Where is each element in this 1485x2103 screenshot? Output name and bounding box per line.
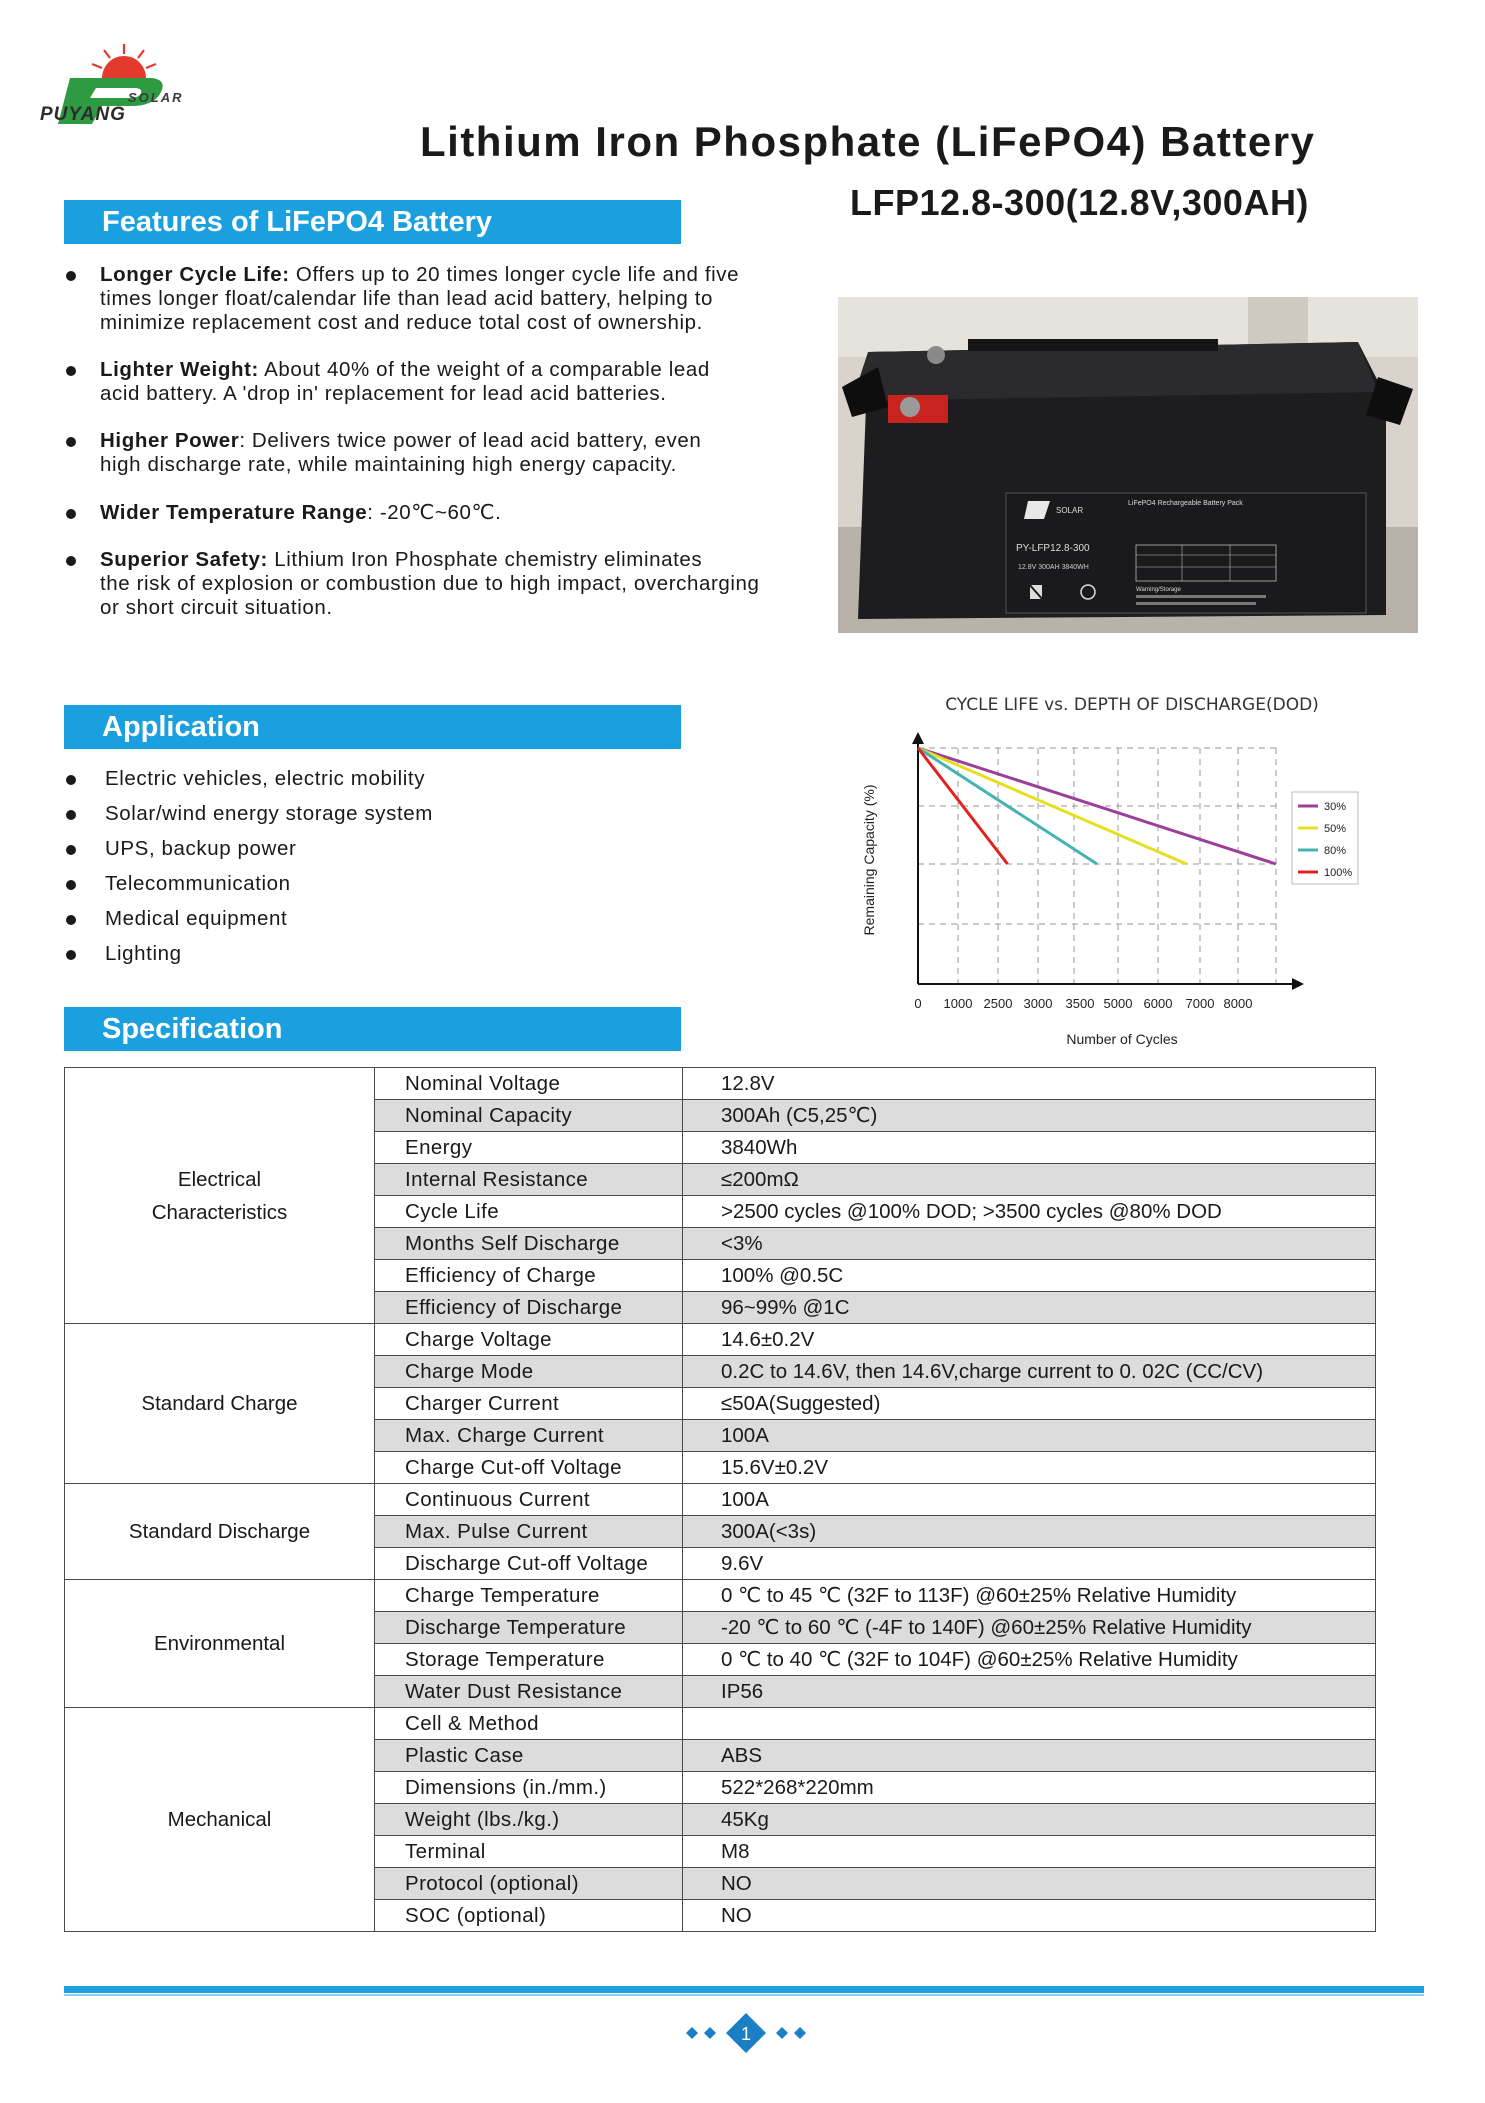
application-item: Medical equipment	[66, 907, 287, 931]
x-tick-label: 6000	[1143, 996, 1173, 1011]
feature-item: Longer Cycle Life: Offers up to 20 times longer cycle life and five times longer float/calendar life than lead acid battery, helping to minimize replacement cost and reduce total cost of ownership.	[66, 263, 806, 335]
footer-rule-thin	[64, 1994, 1424, 1996]
bullet-icon	[66, 915, 76, 925]
feature-item: Wider Temperature Range: -20℃~60℃.	[66, 501, 806, 525]
spec-parameter: Months Self Discharge	[375, 1228, 683, 1260]
spec-parameter: SOC (optional)	[375, 1900, 683, 1932]
specification-heading: Specification	[64, 1007, 681, 1051]
legend-label: 30%	[1324, 801, 1347, 813]
spec-value: 100% @0.5C	[683, 1260, 1376, 1292]
bullet-icon	[66, 845, 76, 855]
brand-name: PUYANG	[40, 104, 126, 125]
spec-value	[683, 1708, 1376, 1740]
spec-value: 9.6V	[683, 1548, 1376, 1580]
spec-value: M8	[683, 1836, 1376, 1868]
photo-label-pack: LiFePO4 Rechargeable Battery Pack	[1128, 500, 1243, 507]
spec-row	[65, 1580, 1376, 1612]
diamond-icon	[704, 2027, 716, 2039]
spec-value: 0.2C to 14.6V, then 14.6V,charge current to 0. 02C (CC/CV)	[683, 1356, 1376, 1388]
spec-parameter: Protocol (optional)	[375, 1868, 683, 1900]
spec-parameter: Charge Voltage	[375, 1324, 683, 1356]
spec-parameter: Efficiency of Charge	[375, 1260, 683, 1292]
label-brand: SOLAR	[1056, 506, 1084, 515]
diamond-icon	[686, 2027, 698, 2039]
spec-category	[65, 1324, 375, 1484]
spec-value: ≤200mΩ	[683, 1164, 1376, 1196]
spec-parameter: Discharge Temperature	[375, 1612, 683, 1644]
document-title: Lithium Iron Phosphate (LiFePO4) Battery	[420, 118, 1316, 165]
x-axis-arrow-icon	[1292, 978, 1304, 990]
x-tick-label: 5000	[1103, 996, 1133, 1011]
legend-label: 50%	[1324, 823, 1347, 835]
spec-row	[65, 1324, 1376, 1356]
spec-value: ABS	[683, 1740, 1376, 1772]
spec-category-label: Standard Charge	[141, 1392, 298, 1415]
x-tick-label: 7000	[1185, 996, 1215, 1011]
spec-category-label: Electrical	[177, 1167, 262, 1191]
page-number: 1	[740, 2024, 752, 2044]
y-axis-arrow-icon	[912, 732, 924, 744]
spec-parameter: Storage Temperature	[375, 1644, 683, 1676]
feature-title: Superior Safety:	[100, 548, 268, 571]
feature-title: Wider Temperature Range	[100, 501, 368, 524]
spec-value: <3%	[683, 1228, 1376, 1260]
series-line-30pct	[918, 748, 1276, 864]
diamond-icon	[794, 2027, 806, 2039]
spec-parameter: Efficiency of Discharge	[375, 1292, 683, 1324]
chart-y-label: Remaining Capacity (%)	[861, 784, 877, 936]
spec-value: 3840Wh	[683, 1132, 1376, 1164]
photo-label-spec: 12.8V 300AH 3840WH	[1018, 564, 1089, 571]
spec-value: 96~99% @1C	[683, 1292, 1376, 1324]
feature-title: Longer Cycle Life:	[100, 263, 290, 286]
x-tick-label: 3000	[1023, 996, 1053, 1011]
spec-value: -20 ℃ to 60 ℃ (-4F to 140F) @60±25% Relative Humidity	[683, 1612, 1376, 1644]
spec-parameter: Weight (lbs./kg.)	[375, 1804, 683, 1836]
spec-value: 12.8V	[683, 1068, 1376, 1100]
spec-parameter: Terminal	[375, 1836, 683, 1868]
spec-parameter: Cycle Life	[375, 1196, 683, 1228]
bullet-icon	[66, 509, 76, 519]
features-heading: Features of LiFePO4 Battery	[64, 200, 681, 244]
brand-solar: SOLAR	[128, 90, 184, 105]
spec-parameter: Dimensions (in./mm.)	[375, 1772, 683, 1804]
spec-value: NO	[683, 1900, 1376, 1932]
feature-title: Higher Power	[100, 429, 240, 452]
footer-rule	[64, 1986, 1424, 1993]
diamond-icon	[776, 2027, 788, 2039]
x-tick-label: 3500	[1065, 996, 1095, 1011]
bullet-icon	[66, 271, 76, 281]
application-item: Electric vehicles, electric mobility	[66, 767, 425, 791]
spec-category	[65, 1484, 375, 1580]
bullet-icon	[66, 366, 76, 376]
x-tick-label: 1000	[943, 996, 973, 1011]
chart-legend	[1292, 792, 1358, 884]
bullet-icon	[66, 556, 76, 566]
spec-value: 14.6±0.2V	[683, 1324, 1376, 1356]
spec-category-label: Standard Discharge	[128, 1520, 311, 1543]
spec-row	[65, 1484, 1376, 1516]
bullet-icon	[66, 950, 76, 960]
spec-category	[65, 1708, 375, 1932]
spec-parameter: Discharge Cut-off Voltage	[375, 1548, 683, 1580]
application-item: Solar/wind energy storage system	[66, 802, 433, 826]
x-tick-label: 8000	[1223, 996, 1253, 1011]
spec-parameter: Charge Temperature	[375, 1580, 683, 1612]
legend-label: 100%	[1324, 867, 1353, 879]
spec-parameter: Charger Current	[375, 1388, 683, 1420]
battery-photo	[838, 297, 1418, 633]
spec-parameter: Charge Mode	[375, 1356, 683, 1388]
application-item: UPS, backup power	[66, 837, 296, 861]
spec-value: >2500 cycles @100% DOD; >3500 cycles @80% DOD	[683, 1196, 1376, 1228]
feature-item: Lighter Weight: About 40% of the weight of a comparable lead acid battery. A 'drop in' replacement for lead acid batteries.	[66, 358, 806, 406]
spec-row	[65, 1708, 1376, 1740]
spec-parameter: Nominal Capacity	[375, 1100, 683, 1132]
legend-label: 80%	[1324, 845, 1347, 857]
bullet-icon	[66, 437, 76, 447]
spec-parameter: Energy	[375, 1132, 683, 1164]
specification-table	[64, 1067, 1376, 1932]
sun-icon	[92, 44, 156, 78]
x-tick-label: 2500	[983, 996, 1013, 1011]
model-title: LFP12.8-300(12.8V,300AH)	[850, 182, 1309, 223]
chart-x-ticks	[914, 996, 1252, 1011]
spec-parameter: Continuous Current	[375, 1484, 683, 1516]
chart-title: CYCLE LIFE vs. DEPTH OF DISCHARGE(DOD)	[945, 695, 1319, 715]
spec-category-label: Characteristics	[151, 1200, 288, 1224]
x-tick-label: 0	[914, 996, 922, 1011]
spec-value: ≤50A(Suggested)	[683, 1388, 1376, 1420]
spec-value: 100A	[683, 1484, 1376, 1516]
chart-x-label: Number of Cycles	[1066, 1031, 1178, 1047]
spec-value: NO	[683, 1868, 1376, 1900]
spec-parameter: Water Dust Resistance	[375, 1676, 683, 1708]
spec-parameter: Nominal Voltage	[375, 1068, 683, 1100]
spec-category	[65, 1580, 375, 1708]
feature-item: Superior Safety: Lithium Iron Phosphate chemistry eliminates the risk of explosion or combustion due to high impact, overcharging or short circuit situation.	[66, 548, 806, 620]
spec-category-label: Mechanical	[167, 1808, 272, 1831]
spec-value: 0 ℃ to 45 ℃ (32F to 113F) @60±25% Relative Humidity	[683, 1580, 1376, 1612]
application-heading: Application	[64, 705, 681, 749]
spec-value: 45Kg	[683, 1804, 1376, 1836]
spec-value: 0 ℃ to 40 ℃ (32F to 104F) @60±25% Relative Humidity	[683, 1644, 1376, 1676]
spec-parameter: Max. Charge Current	[375, 1420, 683, 1452]
bullet-icon	[66, 775, 76, 785]
spec-value: IP56	[683, 1676, 1376, 1708]
cycle-life-chart	[840, 688, 1440, 1064]
photo-label-warning: Warning/Storage	[1136, 587, 1181, 593]
spec-value: 300A(<3s)	[683, 1516, 1376, 1548]
spec-value: 300Ah (C5,25℃)	[683, 1100, 1376, 1132]
spec-category-label: Environmental	[153, 1632, 286, 1655]
application-item: Telecommunication	[66, 872, 291, 896]
page-indicator	[680, 2012, 812, 2054]
spec-parameter: Plastic Case	[375, 1740, 683, 1772]
feature-title: Lighter Weight:	[100, 358, 259, 381]
spec-row	[65, 1068, 1376, 1100]
bullet-icon	[66, 880, 76, 890]
bullet-icon	[66, 810, 76, 820]
spec-parameter: Cell & Method	[375, 1708, 683, 1740]
spec-parameter: Max. Pulse Current	[375, 1516, 683, 1548]
spec-value: 15.6V±0.2V	[683, 1452, 1376, 1484]
spec-parameter: Charge Cut-off Voltage	[375, 1452, 683, 1484]
spec-value: 522*268*220mm	[683, 1772, 1376, 1804]
spec-value: 100A	[683, 1420, 1376, 1452]
spec-category	[65, 1068, 375, 1324]
recycle-bin-icon	[1028, 583, 1044, 601]
chart-series	[918, 748, 1276, 864]
feature-item: Higher Power: Delivers twice power of lead acid battery, even high discharge rate, while maintaining high energy capacity.	[66, 429, 806, 477]
application-item: Lighting	[66, 942, 182, 966]
photo-label-model: PY-LFP12.8-300	[1016, 543, 1090, 554]
spec-parameter: Internal Resistance	[375, 1164, 683, 1196]
